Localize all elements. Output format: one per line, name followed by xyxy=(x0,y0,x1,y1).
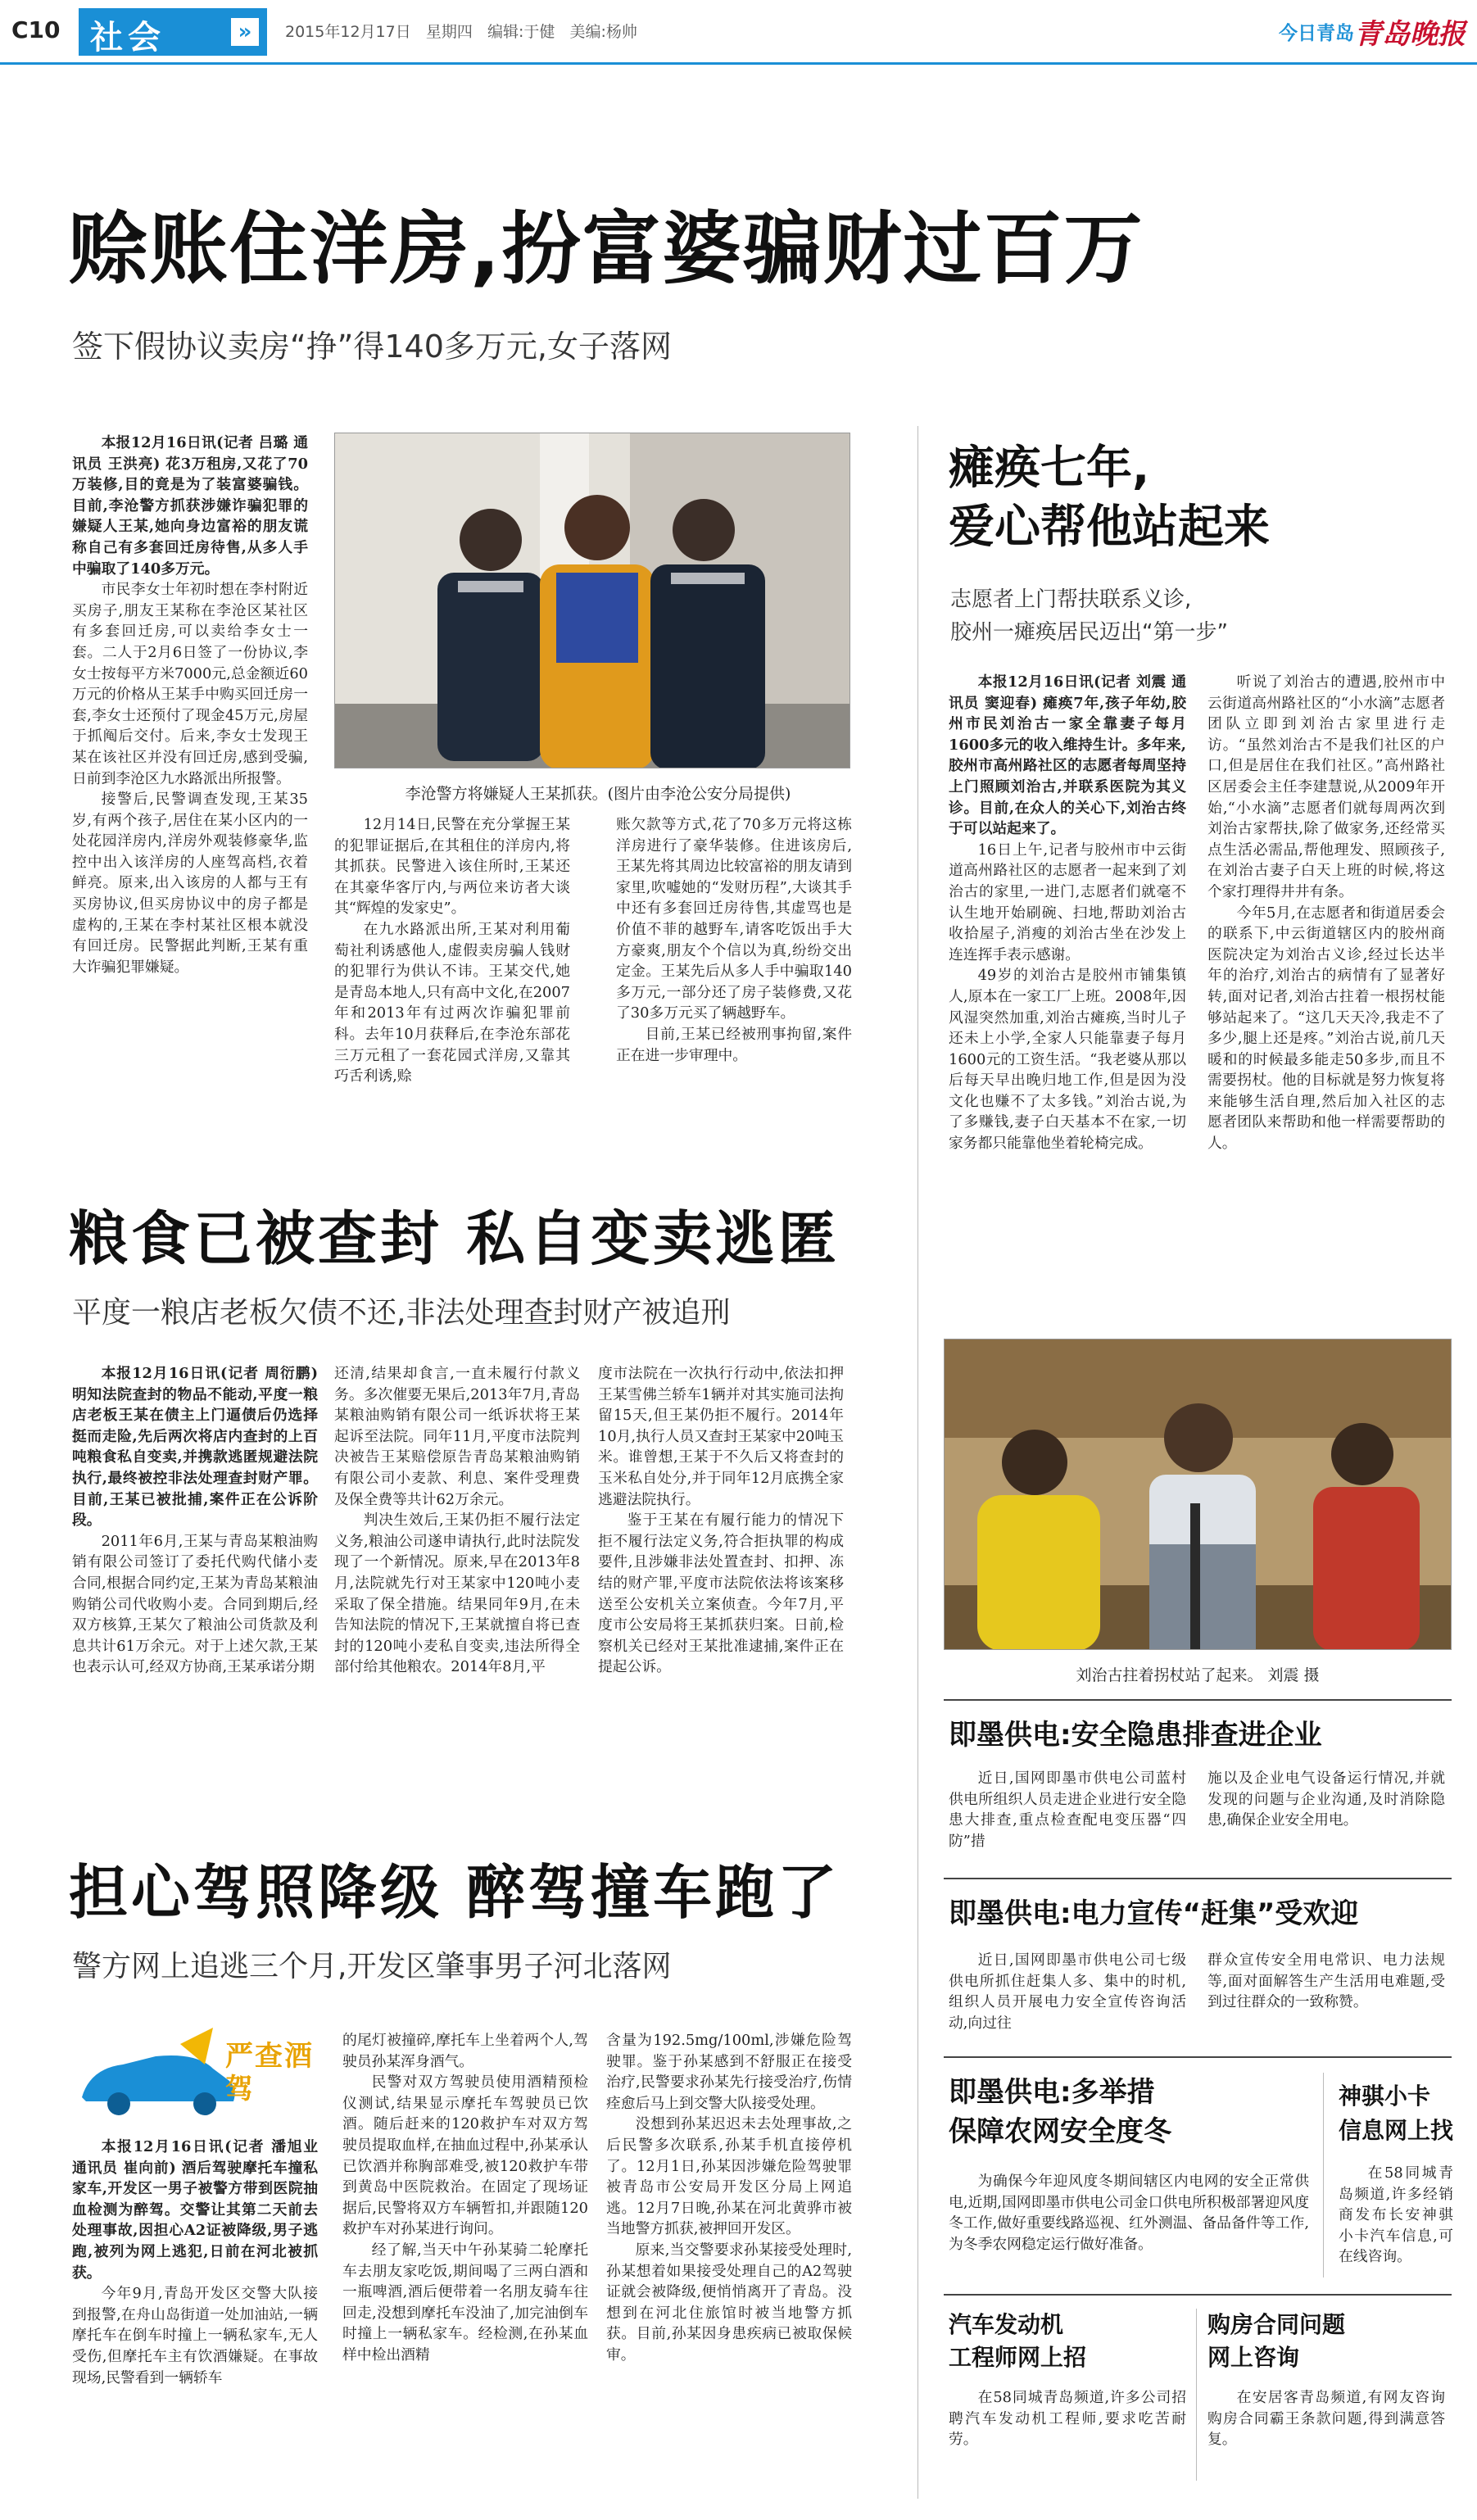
paragraph: 市民李女士年初时想在李村附近买房子,朋友王某称在李沧区某社区有多套回迁房,可以卖给李女士一套。二人于2月6日签了一份协议,李女士按每平方米7000元,总金额近60万元的价格从王某手中购买回迁房一套,李女士还预付了现金45万元,房屋于抓阄后交付。后来,李女士发现王某在该社区并没有回迁房,感到受骗,日前到李沧区九水路派出所报警。 xyxy=(72,581,308,787)
campaign-logo xyxy=(74,2024,318,2122)
subtitle-line: 志愿者上门帮扶联系义诊, xyxy=(950,587,1192,612)
paragraph: 度市法院在一次执行行动中,依法扣押王某雪佛兰轿车1辆并对其实施司法拘留15天,但王某仍拒不履行。2014年10月,执行人员又查封王某家中20吨玉米。谁曾想,王某于不久后又将查封的玉米私自处分,并于同年12月底携全家逃避法院执行。 xyxy=(598,1365,844,1508)
paragraph: 在安居客青岛频道,有网友咨询购房合同霸王条款问题,得到满意答复。 xyxy=(1207,2389,1445,2449)
brief-column xyxy=(1339,2163,1453,2278)
article-subtitle: 平度一粮店老板欠债不还,非法处理查封财产被追刑 xyxy=(72,1296,731,1330)
brief-title: 即墨供电:安全隐患排查进企业 xyxy=(949,1719,1322,1752)
paragraph: 群众宣传安全用电常识、电力法规等,面对面解答生产生活用电难题,受到过往群众的一致称赞。 xyxy=(1207,1951,1445,2011)
article-column xyxy=(606,2030,852,2481)
title-line: 购房合同问题 xyxy=(1207,2311,1346,2338)
issue-meta: 2015年12月17日 星期四 编辑:于健 美编:杨帅 xyxy=(285,23,637,41)
paragraph: 目前,王某已经被刑事拘留,案件正在进一步审理中。 xyxy=(616,1025,852,1064)
title-line: 汽车发动机 xyxy=(949,2311,1064,2338)
page-number: C10 xyxy=(11,16,61,43)
article-column xyxy=(1207,672,1445,1327)
article-subtitle: 签下假协议卖房“挣”得140多万元,女子落网 xyxy=(72,329,672,365)
paragraph: 在九水路派出所,王某对利用葡萄社利诱感他人,虚假卖房骗人钱财的犯罪行为供认不讳。王某交代,她是青岛本地人,只有高中文化,在2007年和2013年有过两次诈骗犯罪前科。去年10月获释后,在李沧东部花三万元租了一套花园式洋房,又靠其巧舌利诱,赊 xyxy=(334,920,570,1086)
title-line: 信息网上找 xyxy=(1339,2117,1454,2144)
subtitle-line: 胶州一瘫痪居民迈出“第一步” xyxy=(950,620,1228,645)
campaign-logo-text: 严查酒驾 xyxy=(225,2040,314,2105)
paragraph: 经了解,当天中午孙某骑二轮摩托车去朋友家吃饭,期间喝了三两白酒和一瓶啤酒,酒后便带着一名朋友骑车往回走,没想到摩托车没油了,加完油倒车时撞上一辆私家车。经检测,在孙某血样中检出酒精 xyxy=(342,2241,588,2364)
paragraph: 听说了刘治古的遭遇,胶州市中云街道高州路社区的“小水滴”志愿者团队立即到刘治古家里进行走访。“虽然刘治古不是我们社区的户口,但是居住在我们社区。”高州路社区居委会主任李建慧说,从2009年开始,“小水滴”志愿者们就每周两次到刘治古家帮扶,除了做家务,还经常买点生活必需品,帮他理发、照顾孩子,在刘治古妻子白天上班的时候,将这个家打理得井井有条。 xyxy=(1207,673,1445,900)
chevron-right-icon: » xyxy=(231,18,259,46)
article-column xyxy=(334,814,570,1145)
newspaper-logo: 青岛晚报 xyxy=(1354,18,1466,51)
brief-column xyxy=(949,2171,1309,2278)
paragraph: 今年5月,在志愿者和街道居委会的联系下,中云街道辖区内的胶州商医院决定为刘治古义诊,经过长达半年的治疗,刘治古的病情有了显著好转,面对记者,刘治古拄着一根拐杖能够站起来了。“这几天天冷,我走不了多少,腿上还是疼。”刘治古说,前几天暖和的时候最多能走50多步,而且不需要拐杖。他的目标就是努力恢复将来能够生活自理,然后加入社区的志愿者团队来帮助和他一样需要帮助的人。 xyxy=(1207,904,1445,1153)
article-column xyxy=(72,1363,318,1822)
article-column xyxy=(72,2137,318,2481)
paragraph: 2011年6月,王某与青岛某粮油购销有限公司签订了委托代购代储小麦合同,根据合同约定,王某为青岛某粮油购销公司代收购小麦。合同到期后,经双方核算,王某欠了粮油公司货款及利息共计61万余元。对于上述欠款,王某也表示认可,经双方协商,王某承诺分期 xyxy=(72,1532,318,1676)
title-line: 瘫痪七年, xyxy=(949,442,1150,495)
column-divider xyxy=(1196,2309,1197,2481)
paragraph: 本报12月16日讯(记者 吕璐 通讯员 王洪亮) 花3万租房,又花了70万装修,目的竟是为了装富婆骗钱。目前,李沧警方抓获涉嫌诈骗犯罪的嫌疑人王某,她向身边富裕的朋友谎称自己有多套回迁房待售,从多人手中骗取了140多万元。 xyxy=(72,434,308,578)
article-column xyxy=(616,814,852,1145)
brief-column xyxy=(949,2387,1186,2477)
title-line: 工程师网上招 xyxy=(949,2344,1087,2371)
article-title: 粮食已被查封 私自变卖逃匿 xyxy=(69,1204,840,1273)
brief-column xyxy=(949,1768,1186,1858)
article-column xyxy=(342,2030,588,2481)
brief-title xyxy=(949,2309,1086,2374)
title-line: 保障农网安全度冬 xyxy=(949,2115,1171,2148)
paragraph: 施以及企业电气设备运行情况,并就发现的问题与企业沟通,及时消除隐患,确保企业安全用电。 xyxy=(1207,1770,1445,1829)
paragraph: 近日,国网即墨市供电公司蓝村供电所组织人员走进企业进行安全隐患大排查,重点检查配电变压器“四防”措 xyxy=(949,1770,1186,1850)
article-column xyxy=(949,672,1186,1327)
article-column xyxy=(334,1363,580,1822)
article-column xyxy=(72,433,308,1145)
paragraph: 还清,结果却食言,一直未履行付款义务。多次催要无果后,2013年7月,青岛某粮油购销有限公司一纸诉状将王某起诉至法院。同年11月,平度市法院判决被告王某赔偿原告青岛某粮油购销有限公司小麦款、利息、案件受理费及保全费等共计62万余元。 xyxy=(334,1365,580,1508)
paragraph: 鉴于王某在有履行能力的情况下拒不履行法定义务,符合拒执罪的构成要件,且涉嫌非法处置查封、扣押、冻结的财产罪,平度市法院依法将该案移送至公安机关立案侦查。今年7月,平度市公安局将王某抓获归案。日前,检察机关已经对王某批准逮捕,案件正在提起公诉。 xyxy=(598,1512,844,1676)
title-line: 网上咨询 xyxy=(1207,2344,1300,2371)
brief-column xyxy=(949,1950,1186,2040)
brief-column xyxy=(1207,1950,1445,2040)
paragraph: 民警对双方驾驶员使用酒精预检仪测试,结果显示摩托车驾驶员已饮酒。随后赶来的120救护车对双方驾驶员提取血样,在抽血过程中,孙某承认已饮酒并称胸部难受,被120救护车带到黄岛中医院救治。在固定了现场证据后,民警将双方车辆暂扣,并跟随120救护车对孙某进行询问。 xyxy=(342,2074,588,2238)
paragraph: 判决生效后,王某仍拒不履行法定义务,粮油公司遂申请执行,此时法院发现了一个新情况。原来,早在2013年8月,法院就先行对王某家中120吨小麦采取了保全措施。结果同年9月,在未告知法院的情况下,王某就擅自将已查封的120吨小麦私自变卖,违法所得全部付给其他粮农。2014年8月,平 xyxy=(334,1512,580,1676)
header-rule xyxy=(0,62,1477,65)
photo-caption: 刘治古拄着拐杖站了起来。 刘震 摄 xyxy=(1076,1666,1320,1684)
brief-column xyxy=(1207,1768,1445,1858)
paragraph: 12月14日,民警在充分掌握王某的犯罪证据后,在其租住的洋房内,将其抓获。民警进入该住所时,王某还在其豪华客厅内,与两位来访者大谈其“辉煌的发家史”。 xyxy=(334,816,570,918)
paragraph: 今年9月,青岛开发区交警大队接到报警,在舟山岛街道一处加油站,一辆摩托车在倒车时撞上一辆私家车,无人受伤,但摩托车主有饮酒嫌疑。在事故现场,民警看到一辆轿车 xyxy=(72,2285,318,2386)
paragraph: 为确保今年迎风度冬期间辖区内电网的安全正常供电,近期,国网即墨市供电公司金口供电所积极部署迎风度冬工作,做好重要线路巡视、红外测温、备品备件等工作,为冬季农网稳定运行做好准备。 xyxy=(949,2173,1309,2253)
paragraph: 原来,当交警要求孙某接受处理时,孙某想着如果接受处理自己的A2驾驶证就会被降级,便悄悄离开了青岛。没想到在河北住旅馆时被当地警方抓获。目前,孙某因身患疾病已被取保候审。 xyxy=(606,2241,852,2364)
article-photo xyxy=(944,1339,1452,1650)
brief-title xyxy=(1339,2079,1453,2148)
article-title xyxy=(949,439,1270,557)
section-divider xyxy=(944,2056,1452,2058)
article-subtitle: 警方网上追逃三个月,开发区肇事男子河北落网 xyxy=(72,1950,672,1983)
article-photo xyxy=(334,433,850,768)
brief-title: 即墨供电:电力宣传“赶集”受欢迎 xyxy=(949,1897,1359,1930)
article-title: 赊账住洋房,扮富婆骗财过百万 xyxy=(69,203,1144,295)
paragraph: 本报12月16日讯(记者 周衍鹏) 明知法院查封的物品不能动,平度一粮店老板王某在债主上门逼债后仍选择挺而走险,先后两次将店内查封的上百吨粮食私自变卖,并携款逃匿规避法院执行,最终被控非法处理查封财产罪。目前,王某已被批捕,案件正在公诉阶段。 xyxy=(72,1365,318,1530)
paragraph: 本报12月16日讯(记者 潘旭业 通讯员 崔向前) 酒后驾驶摩托车撞私家车,开发区一男子被警方带到医院抽血检测为醉驾。交警让其第二天前去处理事故,因担心A2证被降级,男子逃跑,被列为网上逃犯,日前在河北被抓获。 xyxy=(72,2138,318,2282)
column-divider xyxy=(917,426,918,2499)
article-column xyxy=(598,1363,844,1822)
brief-column xyxy=(1207,2387,1445,2477)
title-line: 爱心帮他站起来 xyxy=(949,501,1270,554)
paragraph: 含量为192.5mg/100ml,涉嫌危险驾驶罪。鉴于孙某感到不舒服正在接受治疗,民警要求孙某先行接受治疗,伤情痊愈后马上到交警大队接受处理。 xyxy=(606,2032,852,2112)
paragraph: 接警后,民警调查发现,王某35岁,有两个孩子,居住在某小区内的一处花园洋房内,洋房外观装修豪华,监控中出入该洋房的人座驾高档,衣着鲜亮。原来,出入该房的人都与王有买房协议,但买房协议中的房子都是虚构的,王某在李村某社区根本就没有回迁房。民警据此判断,王某有重大诈骗犯罪嫌疑。 xyxy=(72,791,308,976)
photo-caption: 李沧警方将嫌疑人王某抓获。(图片由李沧公安分局提供) xyxy=(405,785,791,803)
title-line: 即墨供电:多举措 xyxy=(949,2076,1155,2109)
section-label xyxy=(79,8,267,56)
article-subtitle xyxy=(950,583,1228,649)
brief-title xyxy=(1207,2309,1345,2374)
paragraph: 49岁的刘治古是胶州市铺集镇人,原本在一家工厂上班。2008年,因风湿突然加重,刘治古瘫痪,当时儿子还未上小学,全家人只能靠妻子每月1600元的工资生活。“我老婆从那以后每天早出晚归地工作,但是因为没文化也赚不了太多钱。”刘治古说,为了多赚钱,妻子白天基本不在家,一切家务都只能靠他坐着轮椅完成。 xyxy=(949,967,1186,1153)
paragraph: 在58同城青岛频道,许多经销商发布长安神骐小卡汽车信息,可在线咨询。 xyxy=(1339,2164,1453,2266)
paragraph: 没想到孙某迟迟未去处理事故,之后民警多次联系,孙某手机直接停机了。12月1日,孙某因涉嫌危险驾驶罪被青岛市公安局开发区分局上网追逃。12月7日晚,孙某在河北黄骅市被当地警方抓获,被押回开发区。 xyxy=(606,2115,852,2238)
column-divider xyxy=(1323,2073,1324,2278)
section-name: 社会 xyxy=(90,19,165,57)
paragraph: 本报12月16日讯(记者 刘震 通讯员 窦迎春) 瘫痪7年,孩子年幼,胶州市民刘治古一家全靠妻子每月1600多元的收入维持生计。多年来,胶州市高州路社区的志愿者每周坚持上门照顾刘治古,并联系医院为其义诊。目前,在众人的关心下,刘治古终于可以站起来了。 xyxy=(949,673,1186,838)
paragraph: 账欠款等方式,花了70多万元将这栋洋房进行了豪华装修。住进该房后,王某先将其周边比较富裕的朋友请到家里,吹嘘她的“发财历程”,大谈其手中还有多套回迁房待售,其虚骂也是价值不菲的越野车,请客吃饭出手大方豪爽,朋友个个信以为真,纷纷交出定金。王某先后从多人手中骗取140多万元,一部分还了房子装修费,又花了30多万元买了辆越野车。 xyxy=(616,816,852,1022)
today-label: 今日青岛 xyxy=(1279,23,1354,44)
paragraph: 的尾灯被撞碎,摩托车上坐着两个人,驾驶员孙某浑身酒气。 xyxy=(342,2032,588,2070)
section-divider xyxy=(944,2294,1452,2296)
section-divider xyxy=(944,1878,1452,1879)
title-line: 神骐小卡 xyxy=(1339,2083,1431,2110)
section-divider xyxy=(944,1699,1452,1701)
article-title: 担心驾照降级 醉驾撞车跑了 xyxy=(69,1858,840,1927)
brief-title xyxy=(949,2073,1171,2151)
paragraph: 16日上午,记者与胶州市中云街道高州路社区的志愿者一起来到了刘治古的家里,一进门,志愿者们就毫不认生地开始刷碗、扫地,帮助刘治古收拾屋子,消瘦的刘治古坐在沙发上连连挥手表示感谢。 xyxy=(949,841,1186,963)
paragraph: 在58同城青岛频道,许多公司招聘汽车发动机工程师,要求吃苦耐劳。 xyxy=(949,2389,1186,2449)
paragraph: 近日,国网即墨市供电公司七级供电所抓住赶集人多、集中的时机,组织人员开展电力安全宣传咨询活动,向过往 xyxy=(949,1951,1186,2032)
